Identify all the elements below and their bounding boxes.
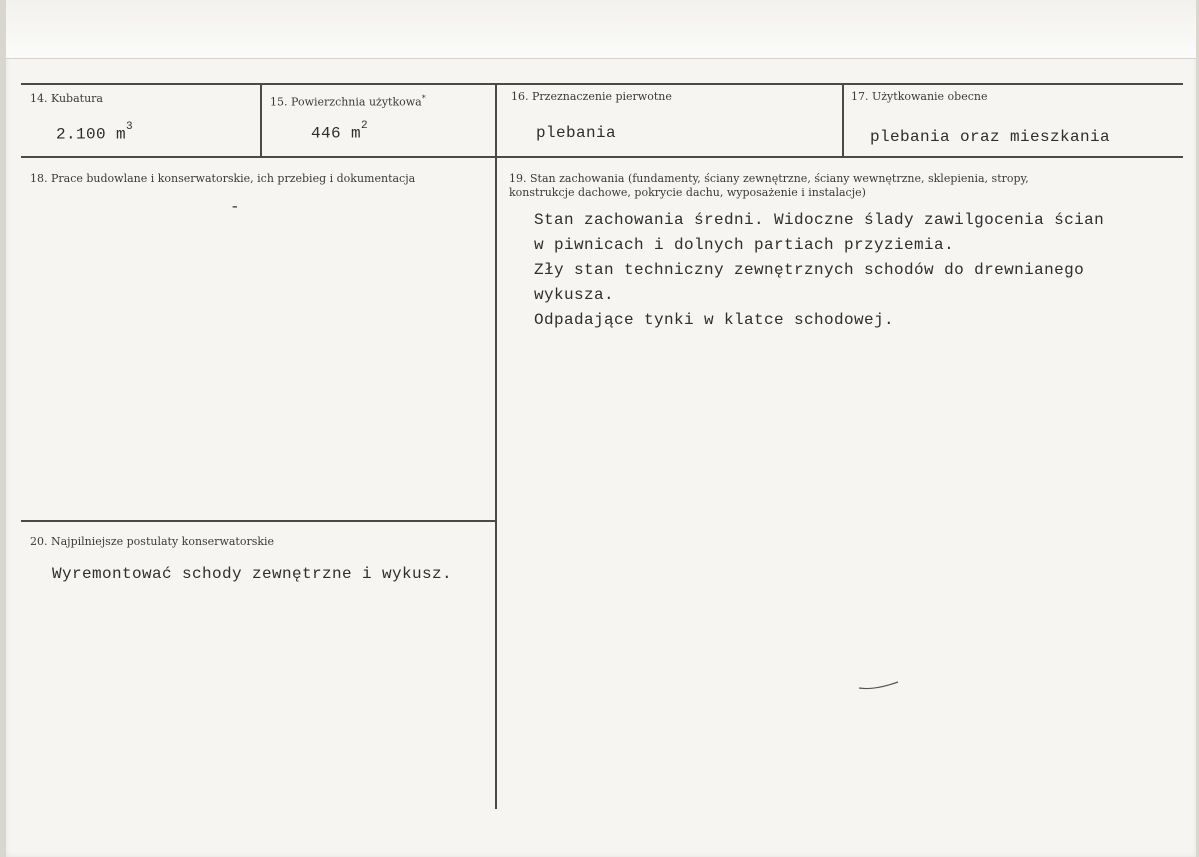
uzytkowanie-label: 17. Użytkowanie obecne	[851, 90, 988, 103]
stan-line-3: Zły stan techniczny zewnętrznych schodów do drewnianego	[534, 261, 1085, 279]
stan-label-line-2: konstrukcje dachowe, pokrycie dachu, wyposażenie i instalacje)	[509, 186, 866, 199]
grid-line-v2	[495, 83, 497, 809]
stan-line-1: Stan zachowania średni. Widoczne ślady zawilgocenia ścian	[534, 211, 1105, 229]
kubatura-value: 2.100 $m^3$	[56, 121, 134, 144]
top-strip	[6, 0, 1196, 59]
grid-line-v1	[260, 83, 262, 157]
powierzchnia-label: 15. Powierzchnia użytkowa*	[270, 94, 426, 109]
pen-mark	[856, 678, 906, 694]
przeznaczenie-value: plebania	[536, 124, 617, 142]
prace-value: -	[230, 198, 241, 216]
stan-line-2: w piwnicach i dolnych partiach przyziemia.	[534, 236, 955, 254]
kubatura-unit-exponent: 3	[126, 121, 134, 133]
postulaty-label: 20. Najpilniejsze postulaty konserwatorskie	[30, 535, 275, 548]
uzytkowanie-value: plebania oraz mieszkania	[870, 128, 1111, 146]
przeznaczenie-label: 16. Przeznaczenie pierwotne	[511, 90, 672, 103]
powierzchnia-asterisk: *	[421, 94, 426, 103]
postulaty-value: Wyremontować schody zewnętrzne i wykusz.	[52, 565, 453, 583]
grid-line-v3	[842, 83, 844, 157]
stan-line-4: wykusza.	[534, 286, 615, 304]
grid-line-row1-bottom	[21, 156, 1183, 158]
grid-line-section18-bottom	[21, 520, 497, 522]
record-card	[6, 0, 1196, 857]
kubatura-label: 14. Kubatura	[30, 92, 103, 105]
prace-label: 18. Prace budowlane i konserwatorskie, ich przebieg i dokumentacja	[30, 172, 416, 185]
grid-line-top	[21, 83, 1183, 85]
stan-label-line-1: 19. Stan zachowania (fundamenty, ściany zewnętrzne, ściany wewnętrzne, sklepienia, stropy,	[509, 172, 1029, 185]
powierzchnia-value: 446 $m^2$	[311, 120, 369, 143]
powierzchnia-unit-exponent: 2	[361, 120, 369, 132]
stan-line-5: Odpadające tynki w klatce schodowej.	[534, 311, 895, 329]
